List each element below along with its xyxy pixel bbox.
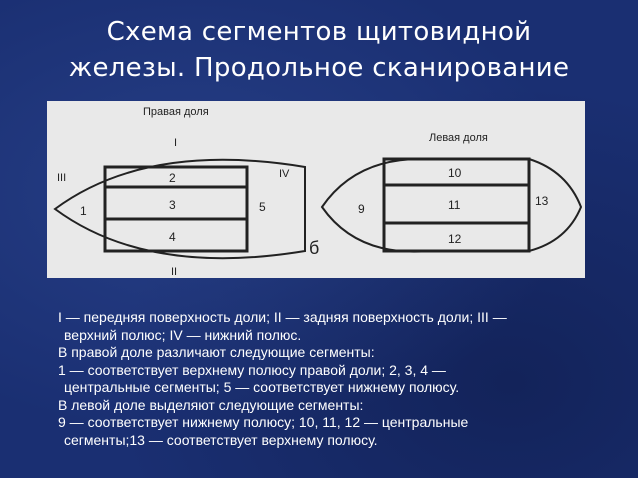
segment-label-1: 1: [80, 204, 87, 218]
caption-line: I — передняя поверхность доли; II — задняя поверхность доли; III —: [58, 309, 507, 325]
surface-label-I: I: [174, 137, 178, 149]
segment-4-band: [105, 219, 247, 251]
segment-label-5: 5: [259, 200, 266, 214]
surface-label-III: III: [57, 172, 67, 184]
caption-line: В левой доле выделяют следующие сегменты:: [58, 396, 364, 413]
segment-label-3: 3: [169, 198, 176, 212]
segment-label-4: 4: [169, 230, 176, 244]
segment-label-13: 13: [535, 194, 549, 208]
diagram-canvas: [47, 101, 585, 278]
caption-line: 9 — соответствует нижнему полюсу; 10, 11, 12 — центральные: [58, 414, 469, 430]
surface-label-II: II: [171, 266, 178, 278]
caption-line: 1 — соответствует верхнему полюсу правой доли; 2, 3, 4 —: [58, 361, 446, 378]
caption-line: центральные сегменты; 5 — соответствует нижнему полюсу.: [64, 379, 460, 395]
slide-title-line-1: Схема сегментов щитовидной: [106, 17, 532, 47]
panel-letter: б: [309, 238, 320, 258]
caption-line: В правой доле различают следующие сегменты:: [58, 344, 375, 360]
caption-line: сегменты;13 — соответствует верхнему полюсу.: [64, 431, 378, 448]
segment-2-band: [105, 167, 247, 187]
right-lobe-label: Правая доля: [143, 106, 209, 118]
left-lobe-label: Левая доля: [429, 132, 488, 144]
caption-text: [58, 309, 618, 449]
surface-label-IV: IV: [279, 168, 290, 180]
slide-title-line-2: железы. Продольное сканирование: [68, 53, 570, 83]
thyroid-segment-diagram: [47, 101, 585, 278]
segment-label-9: 9: [358, 202, 365, 216]
segment-3-band: [105, 187, 247, 219]
segment-label-11: 11: [448, 198, 461, 212]
segment-label-12: 12: [448, 232, 462, 246]
caption-line: верхний полюс; IV — нижний полюс.: [64, 326, 302, 343]
right-lobe-outline: [55, 160, 305, 258]
segment-label-2: 2: [169, 171, 176, 185]
slide-title: [0, 14, 638, 86]
segment-label-10: 10: [448, 166, 462, 180]
